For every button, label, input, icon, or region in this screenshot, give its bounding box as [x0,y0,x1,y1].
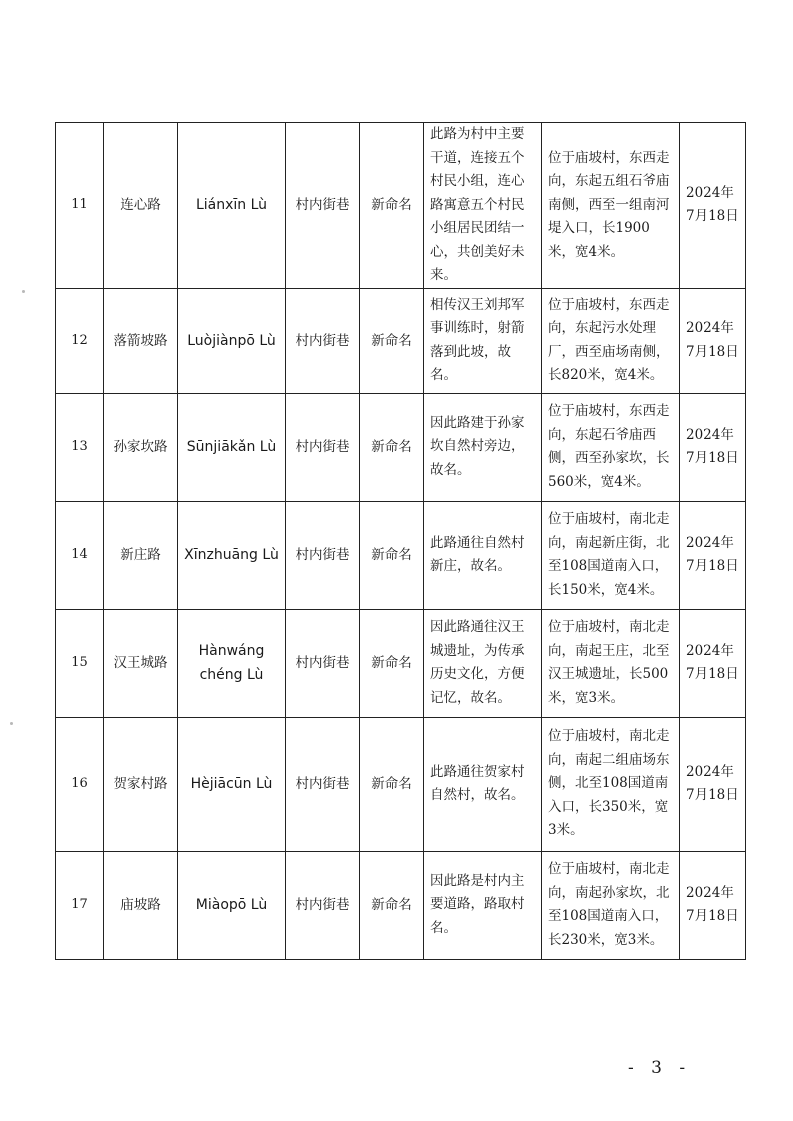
table-row [56,123,746,289]
cell-pinyin: Sūnjiākǎn Lù [178,393,286,501]
cell-pinyin: Luòjiànpō Lù [178,288,286,393]
cell-pinyin: Miàopō Lù [178,851,286,959]
cell-no: 15 [56,609,104,717]
cell-name: 落箭坡路 [104,288,178,393]
cell-type: 新命名 [360,288,424,393]
cell-no: 12 [56,288,104,393]
table-row [56,501,746,609]
cell-pinyin: Xīnzhuāng Lù [178,501,286,609]
cell-date: 2024年7月18日 [680,717,746,851]
cell-no: 14 [56,501,104,609]
table-row [56,851,746,959]
cell-category: 村内街巷 [286,288,360,393]
cell-location: 位于庙坡村，南北走向，南起新庄街，北至108国道南入口，长150米，宽4米。 [542,501,680,609]
cell-category: 村内街巷 [286,717,360,851]
cell-location: 位于庙坡村，南北走向，南起王庄，北至汉王城遗址，长500米，宽3米。 [542,609,680,717]
cell-name: 汉王城路 [104,609,178,717]
cell-category: 村内街巷 [286,851,360,959]
cell-meaning: 此路通往自然村新庄，故名。 [424,501,542,609]
cell-category: 村内街巷 [286,609,360,717]
cell-meaning: 相传汉王刘邦军事训练时，射箭落到此坡，故名。 [424,288,542,393]
cell-pinyin: Hèjiācūn Lù [178,717,286,851]
page-number: - 3 - [628,1058,692,1078]
cell-date: 2024年7月18日 [680,501,746,609]
cell-type: 新命名 [360,501,424,609]
cell-location: 位于庙坡村，东西走向，东起污水处理厂，西至庙场南侧，长820米，宽4米。 [542,288,680,393]
cell-name: 连心路 [104,123,178,289]
cell-name: 新庄路 [104,501,178,609]
cell-no: 11 [56,123,104,289]
cell-name: 贺家村路 [104,717,178,851]
cell-pinyin: Liánxīn Lù [178,123,286,289]
cell-pinyin: Hànwáng chéng Lù [178,609,286,717]
cell-no: 17 [56,851,104,959]
scan-speck [22,290,25,293]
cell-name: 孙家坎路 [104,393,178,501]
cell-location: 位于庙坡村，东西走向，东起石爷庙西侧，西至孙家坎，长560米，宽4米。 [542,393,680,501]
cell-date: 2024年7月18日 [680,851,746,959]
cell-category: 村内街巷 [286,123,360,289]
cell-location: 位于庙坡村，南北走向，南起二组庙场东侧，北至108国道南入口，长350米，宽3米。 [542,717,680,851]
cell-meaning: 因此路是村内主要道路，路取村名。 [424,851,542,959]
cell-date: 2024年7月18日 [680,393,746,501]
table-row [56,717,746,851]
cell-no: 16 [56,717,104,851]
cell-location: 位于庙坡村，南北走向，南起孙家坎，北至108国道南入口，长230米，宽3米。 [542,851,680,959]
cell-no: 13 [56,393,104,501]
table-row [56,609,746,717]
cell-name: 庙坡路 [104,851,178,959]
cell-date: 2024年7月18日 [680,609,746,717]
cell-type: 新命名 [360,717,424,851]
cell-meaning: 因此路通往汉王城遗址，为传承历史文化，方便记忆，故名。 [424,609,542,717]
cell-meaning: 因此路建于孙家坎自然村旁边，故名。 [424,393,542,501]
cell-type: 新命名 [360,123,424,289]
cell-type: 新命名 [360,851,424,959]
cell-category: 村内街巷 [286,501,360,609]
cell-location: 位于庙坡村，东西走向，东起五组石爷庙南侧，西至一组南河堤入口，长1900米，宽4米。 [542,123,680,289]
table-row [56,288,746,393]
scan-speck [10,722,13,725]
table-row [56,393,746,501]
cell-date: 2024年7月18日 [680,288,746,393]
cell-category: 村内街巷 [286,393,360,501]
cell-date: 2024年7月18日 [680,123,746,289]
cell-type: 新命名 [360,609,424,717]
cell-meaning: 此路通往贺家村自然村，故名。 [424,717,542,851]
place-name-table [55,122,746,960]
cell-type: 新命名 [360,393,424,501]
cell-meaning: 此路为村中主要干道，连接五个村民小组，连心路寓意五个村民小组居民团结一心，共创美好未来。 [424,123,542,289]
